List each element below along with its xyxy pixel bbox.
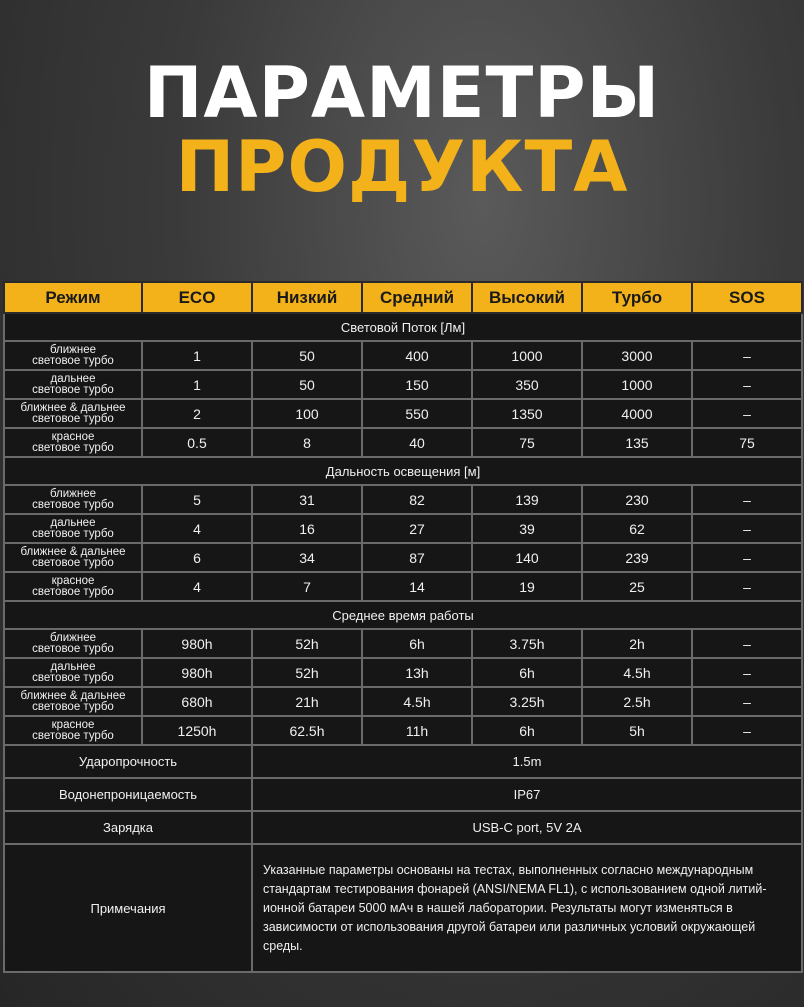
- value-cell: –: [692, 399, 802, 428]
- value-cell: 5: [142, 485, 252, 514]
- mode-line-2: световое турбо: [32, 354, 114, 367]
- header-high: Высокий: [472, 282, 582, 313]
- mode-line-2: световое турбо: [32, 671, 114, 684]
- section-header-row: [4, 313, 802, 341]
- value-cell: 52h: [252, 658, 362, 687]
- value-cell: 139: [472, 485, 582, 514]
- table-row: [4, 629, 802, 658]
- value-cell: 5h: [582, 716, 692, 745]
- value-cell: 1: [142, 370, 252, 399]
- header-medium: Средний: [362, 282, 472, 313]
- table-row: [4, 428, 802, 457]
- value-cell: –: [692, 629, 802, 658]
- value-cell: 980h: [142, 629, 252, 658]
- value-cell: 19: [472, 572, 582, 601]
- value-cell: –: [692, 687, 802, 716]
- specs-table: [3, 281, 803, 973]
- value-cell: 34: [252, 543, 362, 572]
- value-cell: –: [692, 543, 802, 572]
- section-header-row: [4, 601, 802, 629]
- spec-row: [4, 778, 802, 811]
- table-row: [4, 716, 802, 745]
- table-row: [4, 485, 802, 514]
- notes-row: [4, 844, 802, 972]
- mode-cell: [4, 543, 142, 572]
- section-title: Дальность освещения [м]: [4, 457, 802, 485]
- value-cell: 1000: [472, 341, 582, 370]
- value-cell: 75: [692, 428, 802, 457]
- table-row: [4, 543, 802, 572]
- value-cell: 150: [362, 370, 472, 399]
- mode-line-1: дальнее: [50, 660, 96, 673]
- notes-text: Указанные параметры основаны на тестах, выполненных согласно международным стандартам тестирования фонарей (ANSI/NEMA FL1), с использованием одной литий-ионной батареи 5000 мАч в нашей лаборатории. Результаты могут изменяться в зависимости от использования другой батареи или различных условий окружающей среды.: [252, 844, 802, 972]
- mode-cell: [4, 341, 142, 370]
- mode-line-1: красное: [51, 718, 95, 731]
- mode-line-1: ближнее: [49, 343, 97, 356]
- value-cell: 400: [362, 341, 472, 370]
- header-sos: SOS: [692, 282, 802, 313]
- value-cell: 2: [142, 399, 252, 428]
- value-cell: 40: [362, 428, 472, 457]
- value-cell: 135: [582, 428, 692, 457]
- value-cell: 21h: [252, 687, 362, 716]
- section-header-row: [4, 457, 802, 485]
- spec-value: IP67: [252, 778, 802, 811]
- mode-cell: [4, 485, 142, 514]
- table-row: [4, 370, 802, 399]
- mode-line-1: ближнее & дальнее: [20, 689, 126, 702]
- value-cell: 140: [472, 543, 582, 572]
- header-mode: Режим: [4, 282, 142, 313]
- mode-line-2: световое турбо: [32, 383, 114, 396]
- value-cell: 980h: [142, 658, 252, 687]
- value-cell: 50: [252, 370, 362, 399]
- value-cell: 100: [252, 399, 362, 428]
- mode-line-1: красное: [51, 574, 95, 587]
- value-cell: 6h: [472, 658, 582, 687]
- value-cell: 3.75h: [472, 629, 582, 658]
- value-cell: 52h: [252, 629, 362, 658]
- mode-line-2: световое турбо: [32, 585, 114, 598]
- spec-value: 1.5m: [252, 745, 802, 778]
- value-cell: 75: [472, 428, 582, 457]
- value-cell: 4000: [582, 399, 692, 428]
- mode-cell: [4, 572, 142, 601]
- value-cell: 14: [362, 572, 472, 601]
- value-cell: 3000: [582, 341, 692, 370]
- value-cell: –: [692, 514, 802, 543]
- value-cell: 62: [582, 514, 692, 543]
- mode-line-1: красное: [51, 430, 95, 443]
- mode-line-2: световое турбо: [32, 642, 114, 655]
- mode-line-1: ближнее & дальнее: [20, 401, 126, 414]
- value-cell: 350: [472, 370, 582, 399]
- mode-cell: [4, 629, 142, 658]
- value-cell: –: [692, 716, 802, 745]
- value-cell: 4.5h: [362, 687, 472, 716]
- value-cell: 1: [142, 341, 252, 370]
- section-title: Среднее время работы: [4, 601, 802, 629]
- mode-line-1: дальнее: [50, 516, 96, 529]
- mode-cell: [4, 370, 142, 399]
- notes-label: Примечания: [4, 844, 252, 972]
- value-cell: 1350: [472, 399, 582, 428]
- mode-cell: [4, 658, 142, 687]
- mode-cell: [4, 514, 142, 543]
- mode-line-2: световое турбо: [32, 556, 114, 569]
- value-cell: 1000: [582, 370, 692, 399]
- value-cell: 6: [142, 543, 252, 572]
- value-cell: 230: [582, 485, 692, 514]
- spec-value: USB-C port, 5V 2A: [252, 811, 802, 844]
- table-body: [4, 313, 802, 972]
- table-row: [4, 399, 802, 428]
- value-cell: 31: [252, 485, 362, 514]
- header-eco: ECO: [142, 282, 252, 313]
- value-cell: 7: [252, 572, 362, 601]
- table-row: [4, 514, 802, 543]
- mode-line-1: ближнее: [49, 487, 97, 500]
- mode-cell: [4, 428, 142, 457]
- value-cell: 27: [362, 514, 472, 543]
- spec-row: [4, 745, 802, 778]
- value-cell: 4.5h: [582, 658, 692, 687]
- mode-cell: [4, 399, 142, 428]
- value-cell: 0.5: [142, 428, 252, 457]
- mode-line-2: световое турбо: [32, 498, 114, 511]
- value-cell: 3.25h: [472, 687, 582, 716]
- value-cell: 50: [252, 341, 362, 370]
- value-cell: 6h: [472, 716, 582, 745]
- mode-line-1: ближнее: [49, 631, 97, 644]
- value-cell: 25: [582, 572, 692, 601]
- table-row: [4, 687, 802, 716]
- mode-cell: [4, 687, 142, 716]
- mode-line-2: световое турбо: [32, 729, 114, 742]
- title-line-1: ПАРАМЕТРЫ: [143, 52, 661, 134]
- header-row: [4, 282, 802, 313]
- value-cell: 2.5h: [582, 687, 692, 716]
- value-cell: 4: [142, 572, 252, 601]
- mode-line-2: световое турбо: [32, 412, 114, 425]
- spec-label: Водонепроницаемость: [4, 778, 252, 811]
- value-cell: 2h: [582, 629, 692, 658]
- header-turbo: Турбо: [582, 282, 692, 313]
- value-cell: 13h: [362, 658, 472, 687]
- value-cell: 680h: [142, 687, 252, 716]
- mode-line-2: световое турбо: [32, 441, 114, 454]
- mode-line-2: световое турбо: [32, 527, 114, 540]
- mode-line-2: световое турбо: [32, 700, 114, 713]
- value-cell: 8: [252, 428, 362, 457]
- spec-label: Зарядка: [4, 811, 252, 844]
- value-cell: 82: [362, 485, 472, 514]
- value-cell: –: [692, 370, 802, 399]
- value-cell: 6h: [362, 629, 472, 658]
- value-cell: 16: [252, 514, 362, 543]
- spec-label: Ударопрочность: [4, 745, 252, 778]
- value-cell: 39: [472, 514, 582, 543]
- value-cell: –: [692, 341, 802, 370]
- value-cell: 11h: [362, 716, 472, 745]
- mode-line-1: дальнее: [50, 372, 96, 385]
- spec-row: [4, 811, 802, 844]
- value-cell: 550: [362, 399, 472, 428]
- section-title: Световой Поток [Лм]: [4, 313, 802, 341]
- table-row: [4, 658, 802, 687]
- table-row: [4, 341, 802, 370]
- value-cell: 239: [582, 543, 692, 572]
- value-cell: 62.5h: [252, 716, 362, 745]
- header-low: Низкий: [252, 282, 362, 313]
- value-cell: –: [692, 572, 802, 601]
- value-cell: 87: [362, 543, 472, 572]
- value-cell: –: [692, 658, 802, 687]
- table-row: [4, 572, 802, 601]
- value-cell: 1250h: [142, 716, 252, 745]
- value-cell: –: [692, 485, 802, 514]
- mode-cell: [4, 716, 142, 745]
- title-line-2: ПРОДУКТА: [175, 126, 629, 208]
- value-cell: 4: [142, 514, 252, 543]
- mode-line-1: ближнее & дальнее: [20, 545, 126, 558]
